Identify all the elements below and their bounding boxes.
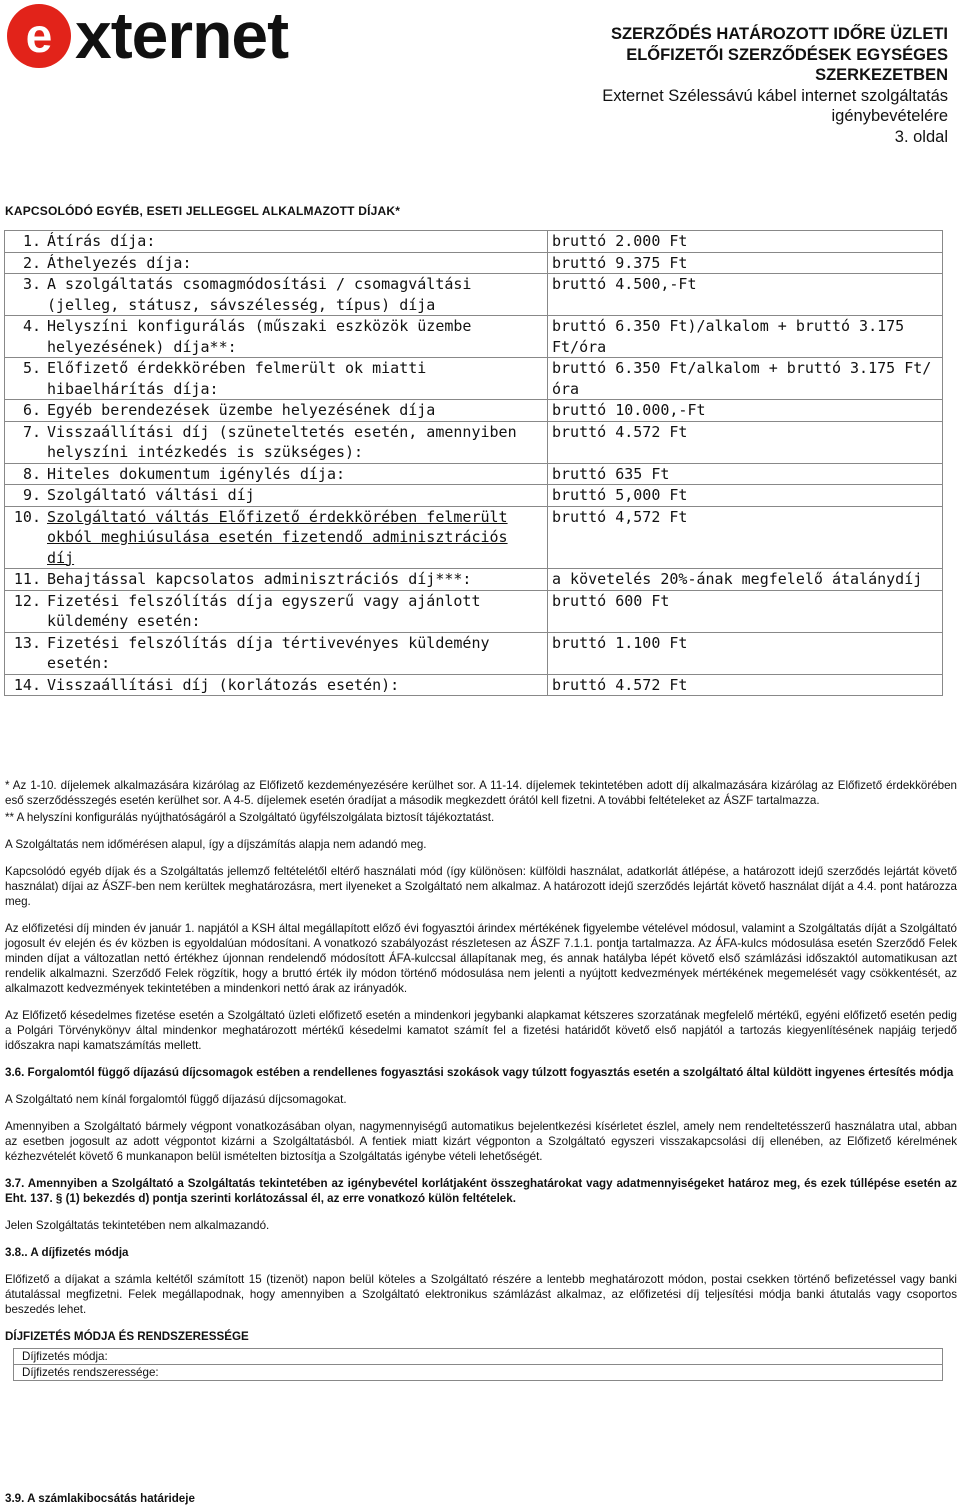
payment-frequency-label: Díjfizetés rendszeressége: <box>14 1365 943 1381</box>
payment-method-table <box>13 1348 943 1381</box>
fee-price: bruttó 6.350 Ft/alkalom + bruttó 3.175 Ft/óra <box>548 358 943 400</box>
fee-description: Visszaállítási díj (szüneteltetés esetén, amennyiben helyszíni intézkedés is szükséges): <box>47 422 517 461</box>
fee-price: bruttó 1.100 Ft <box>548 632 943 674</box>
section-title: KAPCSOLÓDÓ EGYÉB, ESETI JELLEGGEL ALKALMAZOTT DÍJAK* <box>5 204 401 218</box>
fee-description: A szolgáltatás csomagmódosítási / csomagváltási (jelleg, státusz, sávszélesség, típus) díja <box>47 275 472 314</box>
svg-text:e: e <box>25 10 53 63</box>
table-row <box>5 674 943 696</box>
fee-description: Helyszíni konfigurálás (műszaki eszközök üzembe helyezésének) díja**: <box>47 317 472 356</box>
table-row <box>5 569 943 591</box>
fee-number: 12. <box>13 591 41 610</box>
table-row <box>14 1365 943 1381</box>
fee-price: bruttó 600 Ft <box>548 590 943 632</box>
table-row <box>5 252 943 274</box>
fee-description-cell <box>5 463 548 485</box>
page-number: 3. oldal <box>894 127 948 146</box>
footnote-1: * Az 1-10. díjelemek alkalmazására kizárólag az Előfizető kezdeményezésére kerülhet sor. A 11-14. díjelemek tekintetében adott díj alkalmazására kizárólag az Előfizető érdekkörében eső szerződésszegés esetén kerülhet sor. A 4-5. díjelemek esetén óradíjat a második megkezdett órától kell fizetni. A további feltételeket az ÁSZF tartalmazza. <box>5 779 957 807</box>
fee-description: Behajtással kapcsolatos adminisztrációs díj***: <box>47 570 472 588</box>
fee-price: bruttó 4.572 Ft <box>548 421 943 463</box>
fee-number: 8. <box>22 464 41 483</box>
fee-number: 5. <box>22 359 41 377</box>
fee-price: a követelés 20%-ának megfelelő átalánydíj <box>548 569 943 591</box>
fee-number: 11. <box>13 570 41 588</box>
table-row <box>5 632 943 674</box>
fee-price: bruttó 4.500,-Ft <box>548 274 943 316</box>
fee-description-cell <box>5 590 548 632</box>
paragraph-late-payment: Az Előfizető késedelmes fizetése esetén a Szolgáltató üzleti előfizető esetén a mindenkori jegybanki alapkamat kétszeres szorzatának megfelelő mértékű, egyéni előfizető esetén pedig a Polgári Törvénykönyv által mindenkor meghatározott mértékű késedelmi kamatot számít fel a fizetési határidőt követő első napjától a tartozás kiegyenlítésének napjáig terjedő időszakra napi kamatszámítás mellett. <box>5 1009 957 1052</box>
fee-description: Előfizető érdekkörében felmerült ok miatti hibaelhárítás díja: <box>47 359 427 398</box>
fee-price: bruttó 9.375 Ft <box>548 252 943 274</box>
paragraph-price-indexation: Az előfizetési díj minden év január 1. napjától a KSH által megállapított előző évi fogyasztói árindex mértékének figyelembe vételével módosul, valamint a Szolgáltatás díját a Szolgáltató jogosult év elején és év közben is egyoldalúan módosítani. A vonatkozó szabályozást részletesen az ÁSZF 7.1.1. pontja tartalmazza. Az ÁFA-kulcs módosulása esetén Szerződő Felek minden díjat a változatlan nettó értékhez újonnan rendelendő módosított ÁFA-kulccsal állapítanak meg, és annak hatályba lépét követő első számlázási időszaktól automatikusan azt rendelik alkalmazni. Szerződő Felek rögzítik, hogy a bruttó érték ily módon történő módosulása nem jelenti a nyújtott kedvezmények mértékének megemelését vagy csökkentését, az alkalmazott kedvezmények tekintetében a mindenkori nettó árak az irányadók. <box>5 922 957 995</box>
heading-payment-method: DÍJFIZETÉS MÓDJA ÉS RENDSZERESSÉGE <box>5 1330 249 1343</box>
heading-3-7: 3.7. Amennyiben a Szolgáltató a Szolgáltatás tekintetében az igénybevétel korlátjaként összeghatárokat vagy adatmennyiségeket határoz meg, és ezek túllépése esetén az Eht. 137. § (1) bekezdés d) pontja szerinti korlátozással él, az erre vonatkozó külön feltételek. <box>5 1177 957 1205</box>
table-row <box>5 316 943 358</box>
heading-3-8: 3.8.. A díjfizetés módja <box>5 1246 129 1259</box>
fee-number: 4. <box>22 317 41 335</box>
table-row <box>5 358 943 400</box>
fee-description-cell <box>5 252 548 274</box>
fee-description-cell <box>5 674 548 696</box>
fee-price: bruttó 2.000 Ft <box>548 231 943 253</box>
header-title-line-3: SZERKEZETBEN <box>815 66 948 84</box>
fee-description-cell <box>5 400 548 422</box>
paragraph-other-fees: Kapcsolódó egyéb díjak és a Szolgáltatás jellemző feltételétől eltérő használati mód (így különösen: külföldi használat, adatkorlát átlépése, a határozott idejű szerződés lejártát követő használat) díjai az ÁSZF-ben nem kerültek meghatározásra, mert ilyeneket a Szolgáltató nem alkalmaz. A határozott idejű szerződés lejártát követő használat díját a 4.4. pont határozza meg. <box>5 865 957 908</box>
fee-price: bruttó 635 Ft <box>548 463 943 485</box>
table-row <box>5 421 943 463</box>
fee-description: Visszaállítási díj (korlátozás esetén): <box>47 675 400 694</box>
fee-number: 9. <box>22 486 41 504</box>
table-row <box>5 231 943 253</box>
fee-description-cell <box>5 569 548 591</box>
payment-method-label: Díjfizetés módja: <box>14 1349 943 1365</box>
paragraph-not-applicable: Jelen Szolgáltatás tekintetében nem alkalmazandó. <box>5 1219 270 1232</box>
fee-number: 7. <box>22 422 41 441</box>
fee-price: bruttó 5,000 Ft <box>548 485 943 507</box>
fee-price: bruttó 4,572 Ft <box>548 506 943 569</box>
fee-description-cell <box>5 274 548 316</box>
fee-number: 14. <box>13 675 41 694</box>
externet-logo <box>5 2 365 70</box>
paragraph-time-basis: A Szolgáltatás nem időmérésen alapul, így a díjszámítás alapja nem adandó meg. <box>5 838 427 851</box>
fee-description-cell <box>5 506 548 569</box>
svg-text:xternet: xternet <box>75 2 289 70</box>
table-row <box>5 274 943 316</box>
fee-number: 6. <box>22 401 41 419</box>
heading-3-9: 3.9. A számlakibocsátás határideje <box>5 1492 195 1505</box>
table-row <box>5 463 943 485</box>
header-title-line-2: ELŐFIZETŐI SZERZŐDÉSEK EGYSÉGES <box>626 45 948 64</box>
header-title-line-1: SZERZŐDÉS HATÁROZOTT IDŐRE ÜZLETI <box>610 25 948 43</box>
fee-price: bruttó 4.572 Ft <box>548 674 943 696</box>
fee-number: 3. <box>22 275 41 293</box>
fee-description-cell <box>5 632 548 674</box>
notes-section <box>5 778 957 1381</box>
fee-description-cell <box>5 421 548 463</box>
table-row <box>14 1349 943 1365</box>
table-row <box>5 590 943 632</box>
fee-description: Szolgáltató váltási díj <box>47 486 255 504</box>
fee-description-cell <box>5 231 548 253</box>
fee-number: 2. <box>22 253 41 272</box>
paragraph-payment-method: Előfizető a díjakat a számla keltétől számított 15 (tizenöt) napon belül köteles a Szolgáltató részére a lentebb meghatározott módon, postai csekken történő befizetéssel vagy banki átutalással megfizetni. Felek megállapodnak, hogy amennyiben a Szolgáltató elektronikus számlázást alkalmaz, az előfizetési díj teljesítési módja banki átutalás vagy csoportos beszedés lehet. <box>5 1273 957 1316</box>
fee-description: Fizetési felszólítás díja tértivevényes küldemény esetén: <box>47 633 490 672</box>
fee-description-cell <box>5 485 548 507</box>
table-row <box>5 506 943 569</box>
fee-price: bruttó 10.000,-Ft <box>548 400 943 422</box>
fee-number: 1. <box>22 232 41 250</box>
header-subtitle-2: igénybevételére <box>831 107 948 125</box>
fee-description: Átírás díja: <box>47 232 156 250</box>
fee-number: 13. <box>13 633 41 652</box>
table-row <box>5 400 943 422</box>
fee-description: Egyéb berendezések üzembe helyezésének díja <box>47 401 436 419</box>
fee-description: Hiteles dokumentum igénylés díja: <box>47 464 346 483</box>
fee-number: 10. <box>13 507 41 526</box>
document-header <box>508 24 948 147</box>
fee-description-cell <box>5 358 548 400</box>
fee-description: Szolgáltató váltás Előfizető érdekkörében felmerült okból meghiúsulása esetén fizetendő adminisztrációs díj <box>47 507 508 567</box>
fee-price: bruttó 6.350 Ft)/alkalom + bruttó 3.175 Ft/óra <box>548 316 943 358</box>
paragraph-no-traffic-plans: A Szolgáltató nem kínál forgalomtól függő díjazású díjcsomagokat. <box>5 1093 347 1106</box>
header-subtitle: Externet Szélessávú kábel internet szolgáltatás <box>602 86 948 105</box>
table-row <box>5 485 943 507</box>
footnote-2: ** A helyszíni konfigurálás nyújthatóságáról a Szolgáltató ügyfélszolgálata biztosít tájékoztatást. <box>5 811 495 824</box>
fee-description-cell <box>5 316 548 358</box>
fee-description: Fizetési felszólítás díja egyszerű vagy ajánlott küldemény esetén: <box>47 591 481 630</box>
fee-description: Áthelyezés díja: <box>47 253 192 272</box>
fees-table <box>4 230 943 696</box>
paragraph-endpoint-exclusion: Amennyiben a Szolgáltató bármely végpont vonatkozásában olyan, nagymennyiségű automatikus bejelentkezési kísérletet észlel, amely nem rendeltetésszerű használatra utal, abban az esetben jogosult az adott végpontot kizárni a Szolgáltatásból. A fentiek miatt kizárt végponton a Szolgáltató egyszeri visszakapcsolási díj ellenében, az Előfizető kérelmének kézhezvételét követő 6 munkanapon belül ismételten biztosítja a Szolgáltatás igénybe vételi lehetőségét. <box>5 1120 957 1163</box>
heading-3-6: 3.6. Forgalomtól függő díjazású díjcsomagok estében a rendellenes fogyasztási szokások vagy túlzott fogyasztás esetén a szolgáltató által küldött ingyenes értesítés módja <box>5 1066 954 1079</box>
